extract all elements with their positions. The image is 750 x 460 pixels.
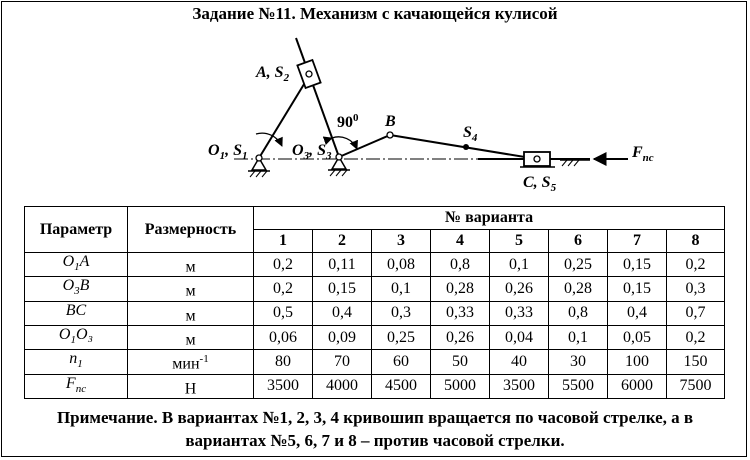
param-name-cell: $n_1$ bbox=[25, 350, 128, 374]
value-cell: 7500 bbox=[667, 374, 725, 398]
value-cell: 6000 bbox=[608, 374, 667, 398]
table-row bbox=[25, 253, 725, 277]
page-title: Задание №11. Механизм с качающейся кулисой bbox=[192, 4, 558, 23]
param-name-cell: BC bbox=[25, 301, 128, 325]
rocker-link bbox=[296, 38, 339, 157]
table-row bbox=[25, 277, 725, 301]
value-cell: 0,09 bbox=[313, 325, 372, 349]
value-cell: 0,1 bbox=[490, 253, 549, 277]
value-cell: 0,28 bbox=[549, 277, 608, 301]
label-c: C, $S_5$ bbox=[523, 174, 557, 194]
param-name-cell: $O_1O_3$ bbox=[25, 325, 128, 349]
value-cell: 0,7 bbox=[667, 301, 725, 325]
value-cell: 30 bbox=[549, 350, 608, 374]
value-cell: 0,15 bbox=[608, 277, 667, 301]
value-cell: 3500 bbox=[254, 374, 313, 398]
table-body bbox=[25, 253, 725, 399]
value-cell: 80 bbox=[254, 350, 313, 374]
value-cell: 0,26 bbox=[431, 325, 490, 349]
table-row bbox=[25, 301, 725, 325]
unit-cell: м bbox=[128, 277, 254, 301]
value-cell: 60 bbox=[372, 350, 431, 374]
variant-number: 7 bbox=[608, 230, 667, 253]
value-cell: 40 bbox=[490, 350, 549, 374]
note bbox=[0, 406, 750, 452]
variant-number: 1 bbox=[254, 230, 313, 253]
param-name-cell: $O_1A$ bbox=[25, 253, 128, 277]
value-cell: 0,4 bbox=[313, 301, 372, 325]
value-cell: 0,2 bbox=[667, 253, 725, 277]
value-cell: 0,2 bbox=[254, 253, 313, 277]
value-cell: 0,8 bbox=[549, 301, 608, 325]
value-cell: 0,08 bbox=[372, 253, 431, 277]
value-cell: 0,25 bbox=[549, 253, 608, 277]
value-cell: 150 bbox=[667, 350, 725, 374]
value-cell: 5000 bbox=[431, 374, 490, 398]
header-variant: № варианта bbox=[254, 207, 725, 230]
value-cell: 0,2 bbox=[254, 277, 313, 301]
label-f: $F_{пс}$ bbox=[632, 144, 654, 164]
value-cell: 5500 bbox=[549, 374, 608, 398]
label-a: A, $S_2$ bbox=[256, 64, 290, 84]
value-cell: 0,26 bbox=[490, 277, 549, 301]
unit-cell: м bbox=[128, 325, 254, 349]
variant-number: 8 bbox=[667, 230, 725, 253]
value-cell: 0,4 bbox=[608, 301, 667, 325]
variant-number: 5 bbox=[490, 230, 549, 253]
label-o1: $O_1$, $S_1$ bbox=[208, 142, 248, 162]
value-cell: 4000 bbox=[313, 374, 372, 398]
rotation-arrow-icon bbox=[256, 133, 282, 146]
joint-b bbox=[387, 132, 393, 138]
variant-number: 2 bbox=[313, 230, 372, 253]
mechanism-diagram bbox=[0, 0, 750, 205]
unit-cell: мин$^{-1}$ bbox=[128, 350, 254, 374]
value-cell: 0,05 bbox=[608, 325, 667, 349]
value-cell: 0,1 bbox=[549, 325, 608, 349]
value-cell: 0,11 bbox=[313, 253, 372, 277]
value-cell: 0,06 bbox=[254, 325, 313, 349]
unit-cell: м bbox=[128, 253, 254, 277]
note-line-1: Примечание. В вариантах №1, 2, 3, 4 кривошип вращается по часовой стрелке, а в bbox=[56, 408, 694, 427]
point-s4 bbox=[463, 144, 469, 150]
unit-cell: Н bbox=[128, 374, 254, 398]
variant-number: 6 bbox=[549, 230, 608, 253]
value-cell: 0,3 bbox=[372, 301, 431, 325]
label-s4: $S_4$ bbox=[463, 124, 478, 144]
value-cell: 0,15 bbox=[608, 253, 667, 277]
value-cell: 0,28 bbox=[431, 277, 490, 301]
value-cell: 3500 bbox=[490, 374, 549, 398]
slider-block-a bbox=[297, 60, 320, 88]
value-cell: 0,3 bbox=[667, 277, 725, 301]
value-cell: 4500 bbox=[372, 374, 431, 398]
support-o1 bbox=[248, 155, 270, 177]
label-angle: $90^0$ bbox=[337, 112, 359, 131]
value-cell: 0,5 bbox=[254, 301, 313, 325]
value-cell: 0,25 bbox=[372, 325, 431, 349]
value-cell: 0,1 bbox=[372, 277, 431, 301]
value-cell: 70 bbox=[313, 350, 372, 374]
value-cell: 0,04 bbox=[490, 325, 549, 349]
table-row bbox=[25, 374, 725, 398]
variant-number: 4 bbox=[431, 230, 490, 253]
param-name-cell: $O_3B$ bbox=[25, 277, 128, 301]
unit-cell: м bbox=[128, 301, 254, 325]
label-b: B bbox=[385, 113, 396, 130]
value-cell: 0,8 bbox=[431, 253, 490, 277]
variant-number: 3 bbox=[372, 230, 431, 253]
value-cell: 0,33 bbox=[431, 301, 490, 325]
value-cell: 50 bbox=[431, 350, 490, 374]
value-cell: 100 bbox=[608, 350, 667, 374]
value-cell: 0,33 bbox=[490, 301, 549, 325]
table-row bbox=[25, 325, 725, 349]
note-line-2: вариантах №5, 6, 7 и 8 – против часовой стрелки. bbox=[185, 431, 565, 450]
label-o3: $O_3$, $S_3$ bbox=[292, 142, 332, 162]
header-unit: Размерность bbox=[128, 207, 254, 253]
value-cell: 0,2 bbox=[667, 325, 725, 349]
header-parameter: Параметр bbox=[25, 207, 128, 253]
parameters-table bbox=[24, 206, 725, 399]
table-row bbox=[25, 350, 725, 374]
param-name-cell: $F_{пс}$ bbox=[25, 374, 128, 398]
value-cell: 0,15 bbox=[313, 277, 372, 301]
